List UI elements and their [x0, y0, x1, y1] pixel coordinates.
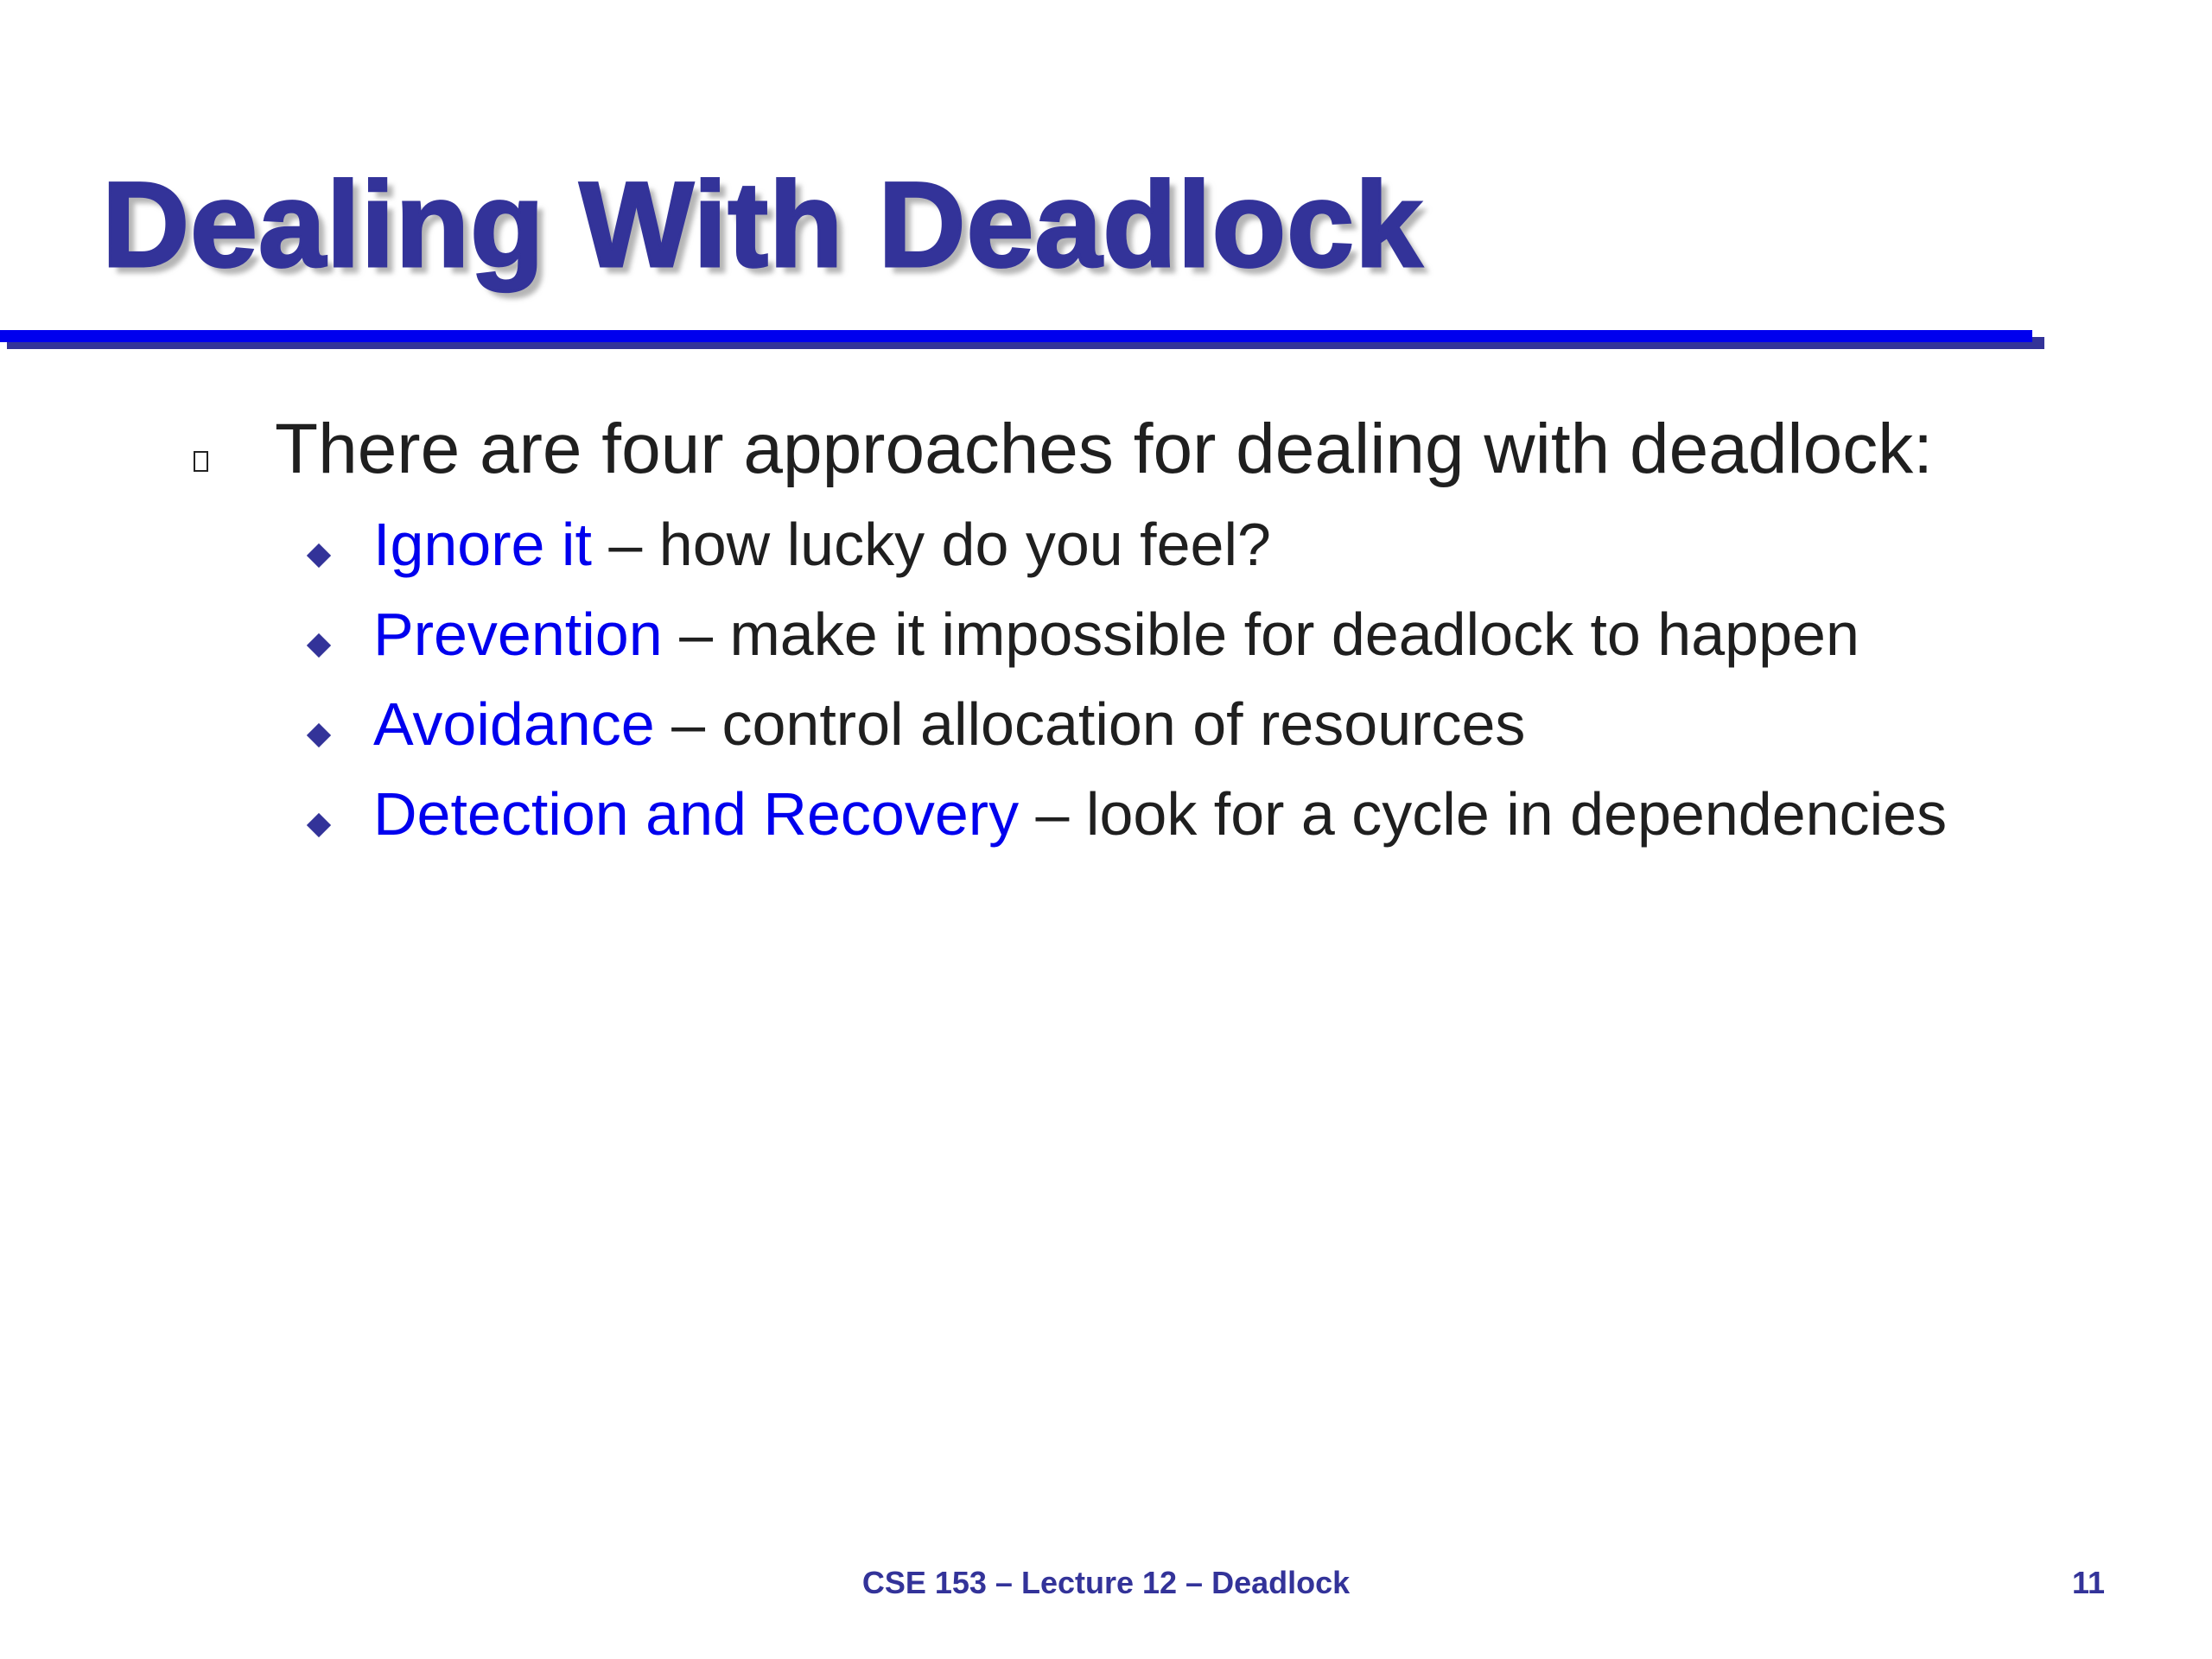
approach-text	[373, 600, 1859, 669]
title-rule	[0, 330, 2032, 342]
footer-course-label: CSE 153 – Lecture 12 – Deadlock	[861, 1565, 1351, 1600]
intro-bullet-item	[0, 406, 2212, 493]
approach-term: Prevention	[373, 601, 663, 668]
approaches-list	[0, 510, 2212, 869]
approach-item-prevention	[0, 600, 2212, 690]
approach-item-detection-recovery	[0, 779, 2212, 869]
slide-title: Dealing With Deadlock	[102, 156, 1423, 292]
approach-term: Detection and Recovery	[373, 780, 1020, 848]
approach-item-avoidance	[0, 690, 2212, 779]
diamond-bullet-icon	[307, 633, 331, 658]
approach-description: – make it impossible for deadlock to happen	[662, 601, 1859, 668]
diamond-bullet-icon	[307, 543, 331, 568]
intro-text: There are four approaches for dealing with deadlock:	[275, 410, 1934, 488]
approach-text	[373, 510, 1271, 579]
approach-term: Ignore it	[373, 511, 592, 578]
diamond-bullet-icon	[307, 813, 331, 837]
page-number: 11	[2071, 1565, 2105, 1600]
approach-text	[373, 779, 1947, 849]
approach-description: – how lucky do you feel?	[591, 511, 1271, 578]
empty-square-bullet-icon	[194, 451, 208, 472]
approach-description: – control allocation of resources	[654, 690, 1526, 758]
approach-term: Avoidance	[373, 690, 655, 758]
approach-item-ignore	[0, 510, 2212, 600]
diamond-bullet-icon	[307, 723, 331, 747]
approach-text	[373, 690, 1525, 759]
approach-description: – look for a cycle in dependencies	[1019, 780, 1948, 848]
